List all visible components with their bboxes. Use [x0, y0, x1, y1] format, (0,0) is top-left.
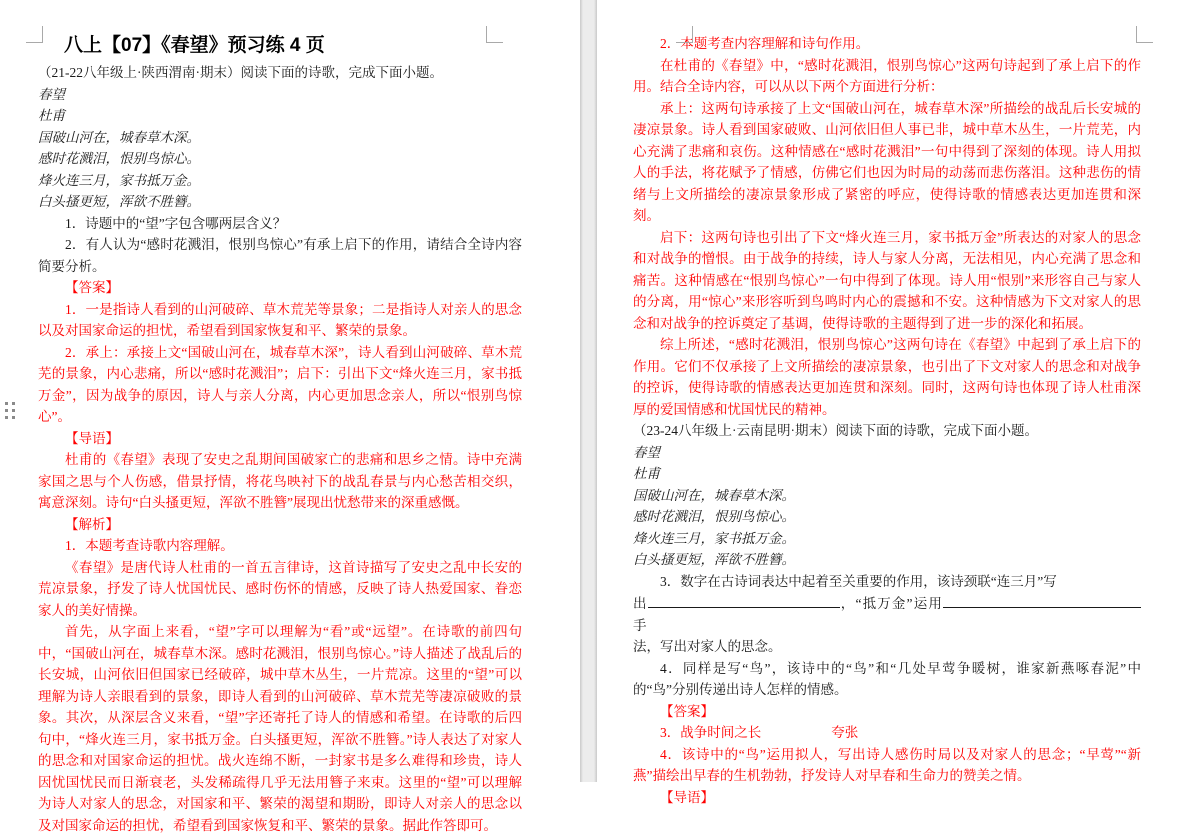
- answer-label: 【答案】: [660, 703, 714, 719]
- page-title: 八上【07】《春望》预习练 4 页: [64, 35, 325, 56]
- question-3-text-segment: ，“抵万金”运用: [839, 596, 944, 611]
- text-boundary-corner-mark: [486, 26, 503, 43]
- question-3-text-segment: 出: [633, 596, 648, 611]
- guide-paragraph: 杜甫的《春望》表现了安史之乱期间国破家亡的悲痛和思乡之情。诗中充满家国之思与个人伤感，借景抒情，将花鸟映衬下的战乱春景与内心愁苦相交织，寓意深刻。诗句“白头搔更短，浑欲不胜簪”展现出忧愁带来的深重感慨。: [38, 452, 522, 510]
- question-2: 2．有人认为“感时花溅泪，恨别鸟惊心”有承上启下的作用，请结合全诗内容简要分析。: [38, 237, 522, 274]
- drag-handle-dot: [5, 402, 8, 405]
- drag-handle-dot: [12, 409, 15, 412]
- question-3-text-segment: 手: [633, 617, 647, 633]
- poem-line: 烽火连三月，家书抵万金。: [633, 530, 795, 546]
- analysis-paragraph-6: 承上：这两句诗承接了上文“国破山河在，城春草木深”所描绘的战乱后长安城的凄凉景象。诗人看到国家破败、山河依旧但人事已非，城中草木丛生，一片荒芜，内心充满了悲痛和哀伤。这种情感在“感时花溅泪”一句中得到了深刻的体现。诗人用拟人的手法，将花赋予了情感，仿佛它们也因为时局的动荡而悲伤落泪。这种悲伤的情绪与上文所描绘的凄凉景象形成了紧密的呼应，使得诗歌的情感表达更加连贯和深刻。: [633, 100, 1141, 223]
- answer-paragraph-1: 1．一是指诗人看到的山河破碎、草木荒芜等景象；二是指诗人对亲人的思念以及对国家命运的担忧，希望看到国家恢复和平、繁荣的景象。: [38, 301, 522, 338]
- question-3-line-3: 法，写出对家人的思念。: [633, 639, 782, 654]
- page-left[interactable]: [0, 0, 580, 833]
- analysis-paragraph-5: 在杜甫的《春望》中，“感时花溅泪，恨别鸟惊心”这两句诗起到了承上启下的作用。结合全诗内容，可以从以下两个方面进行分析：: [633, 57, 1141, 94]
- answer-paragraph-2: 2．承上：承接上文“国破山河在，城春草木深”，诗人看到山河破碎、草木荒芜的景象，内心悲痛，所以“感时花溅泪”；启下：引出下文“烽火连三月，家书抵万金”，因为战争的原因，诗人与亲人分离，内心更加思念亲人，所以“恨别鸟惊心”。: [38, 344, 522, 424]
- analysis-paragraph-1: 1．本题考查诗歌内容理解。: [65, 538, 234, 553]
- poem-author: 杜甫: [38, 108, 65, 123]
- page-right[interactable]: [597, 0, 1179, 805]
- poem-author: 杜甫: [633, 466, 660, 481]
- drag-handle-dot: [5, 416, 8, 419]
- drag-handle-dot: [12, 416, 15, 419]
- text-boundary-corner-mark: [1136, 26, 1153, 43]
- analysis-label: 【解析】: [65, 516, 119, 532]
- answer-3-text: 夸张: [831, 725, 859, 740]
- drag-handle-dot: [12, 402, 15, 405]
- drag-handle-dot: [5, 409, 8, 412]
- text-boundary-corner-mark: [26, 26, 43, 43]
- poem-line: 白头搔更短，浑欲不胜簪。: [633, 552, 795, 567]
- question-4: 4．同样是写“鸟”，该诗中的“鸟”和“几处早莺争暖树，谁家新燕啄春泥”中的“鸟”分别传递出诗人怎样的情感。: [633, 660, 1141, 697]
- poem-title: 春望: [633, 444, 660, 460]
- answer-3-text: 3．战争时间之长: [660, 725, 762, 740]
- poem-line: 烽火连三月，家书抵万金。: [38, 172, 200, 188]
- analysis-paragraph-3: 首先，从字面上来看，“望”字可以理解为“看”或“远望”。在诗歌的前四句中，“国破山河在，城春草木深。感时花溅泪，恨别鸟惊心。”诗人描述了战乱后的长安城，山河依旧但国家已经破碎，城中草木丛生，一片荒凉。这里的“望”可以理解为诗人亲眼看到的景象，即诗人看到的山河破碎、草木荒芜等凄凉破败的景象。其次，从深层含义来看，“望”字还寄托了诗人的情感和希望。在诗歌的后四句中，“烽火连三月，家书抵万金。白头搔更短，浑欲不胜簪。”诗人表达了对家人的思念和对国家命运的担忧。战火连绵不断，一封家书是多么难得和珍贵，诗人因忧国忧民而日渐衰老，头发稀疏得几乎无法用簪子来束。这里的“望”可以理解为诗人对家人的思念，对国家和平、繁荣的渴望和期盼，即诗人对亲人的思念以及对国家命运的担忧，希望看到国家恢复和平、繁荣的景象。据此作答即可。: [38, 624, 522, 833]
- text-boundary-corner-mark: [676, 26, 693, 43]
- analysis-paragraph-8: 综上所述，“感时花溅泪，恨别鸟惊心”这两句诗在《春望》中起到了承上启下的作用。它们不仅承接了上文所描绘的凄凉景象，也引出了下文对家人的思念和对战争的控诉，使得诗歌的情感表达更加连贯和深刻。同时，这两句诗也体现了诗人杜甫深厚的爱国情感和忧国忧民的精神。: [633, 337, 1141, 417]
- analysis-paragraph-4: 2．本题考查内容理解和诗句作用。: [660, 36, 870, 51]
- question-1: 1．诗题中的“望”字包含哪两层含义？: [65, 215, 287, 231]
- analysis-paragraph-2: 《春望》是唐代诗人杜甫的一首五言律诗，这首诗描写了安史之乱中长安的荒凉景象，抒发了诗人忧国忧民、感时伤怀的情感，反映了诗人热爱国家、眷恋家人的美好情操。: [38, 559, 522, 618]
- fill-in-blank-underline: [943, 592, 1141, 608]
- analysis-paragraph-7: 启下：这两句诗也引出了下文“烽火连三月，家书抵万金”所表达的对家人的思念和对战争的憎恨。由于战争的持续，诗人与家人分离，无法相见，内心充满了思念和痛苦。这种情感在“恨别鸟惊心”一句中得到了体现。诗人用“恨别”来形容自己与家人的分离，用“惊心”来形容听到鸟鸣时内心的震撼和不安。这种情感为下文对家人的思念和对战争的控诉奠定了基调，使得诗歌的主题得到了进一步的深化和拓展。: [633, 229, 1141, 331]
- exam-source-line: （21-22八年级上·陕西渭南·期末）阅读下面的诗歌，完成下面小题。: [38, 65, 443, 80]
- guide-label: 【导语】: [65, 430, 119, 446]
- poem-line: 感时花溅泪，恨别鸟惊心。: [633, 509, 795, 524]
- answer-label: 【答案】: [65, 280, 119, 295]
- poem-line: 国破山河在，城春草木深。: [633, 487, 795, 503]
- question-3-blank-line: [633, 592, 1141, 636]
- poem-line: 感时花溅泪，恨别鸟惊心。: [38, 151, 200, 166]
- drag-handle[interactable]: [5, 402, 15, 419]
- poem-line: 国破山河在，城春草木深。: [38, 129, 200, 145]
- answer-paragraph-3: [633, 722, 1141, 744]
- exam-source-line: （23-24八年级上·云南昆明·期末）阅读下面的诗歌，完成下面小题。: [633, 423, 1038, 438]
- poem-line: 白头搔更短，浑欲不胜簪。: [38, 194, 200, 209]
- guide-label: 【导语】: [660, 789, 714, 805]
- poem-title: 春望: [38, 86, 65, 102]
- answer-paragraph-4: 4．该诗中的“鸟”运用拟人，写出诗人感伤时局以及对家人的思念；“早莺”“新燕”描绘出早春的生机勃勃，抒发诗人对早春和生命力的赞美之情。: [633, 746, 1141, 783]
- fill-in-blank-underline: [648, 592, 840, 608]
- question-3-line-1: 3．数字在古诗词表达中起着至关重要的作用，该诗颈联“连三月”写: [660, 573, 1057, 589]
- page-gap-divider: [580, 0, 597, 782]
